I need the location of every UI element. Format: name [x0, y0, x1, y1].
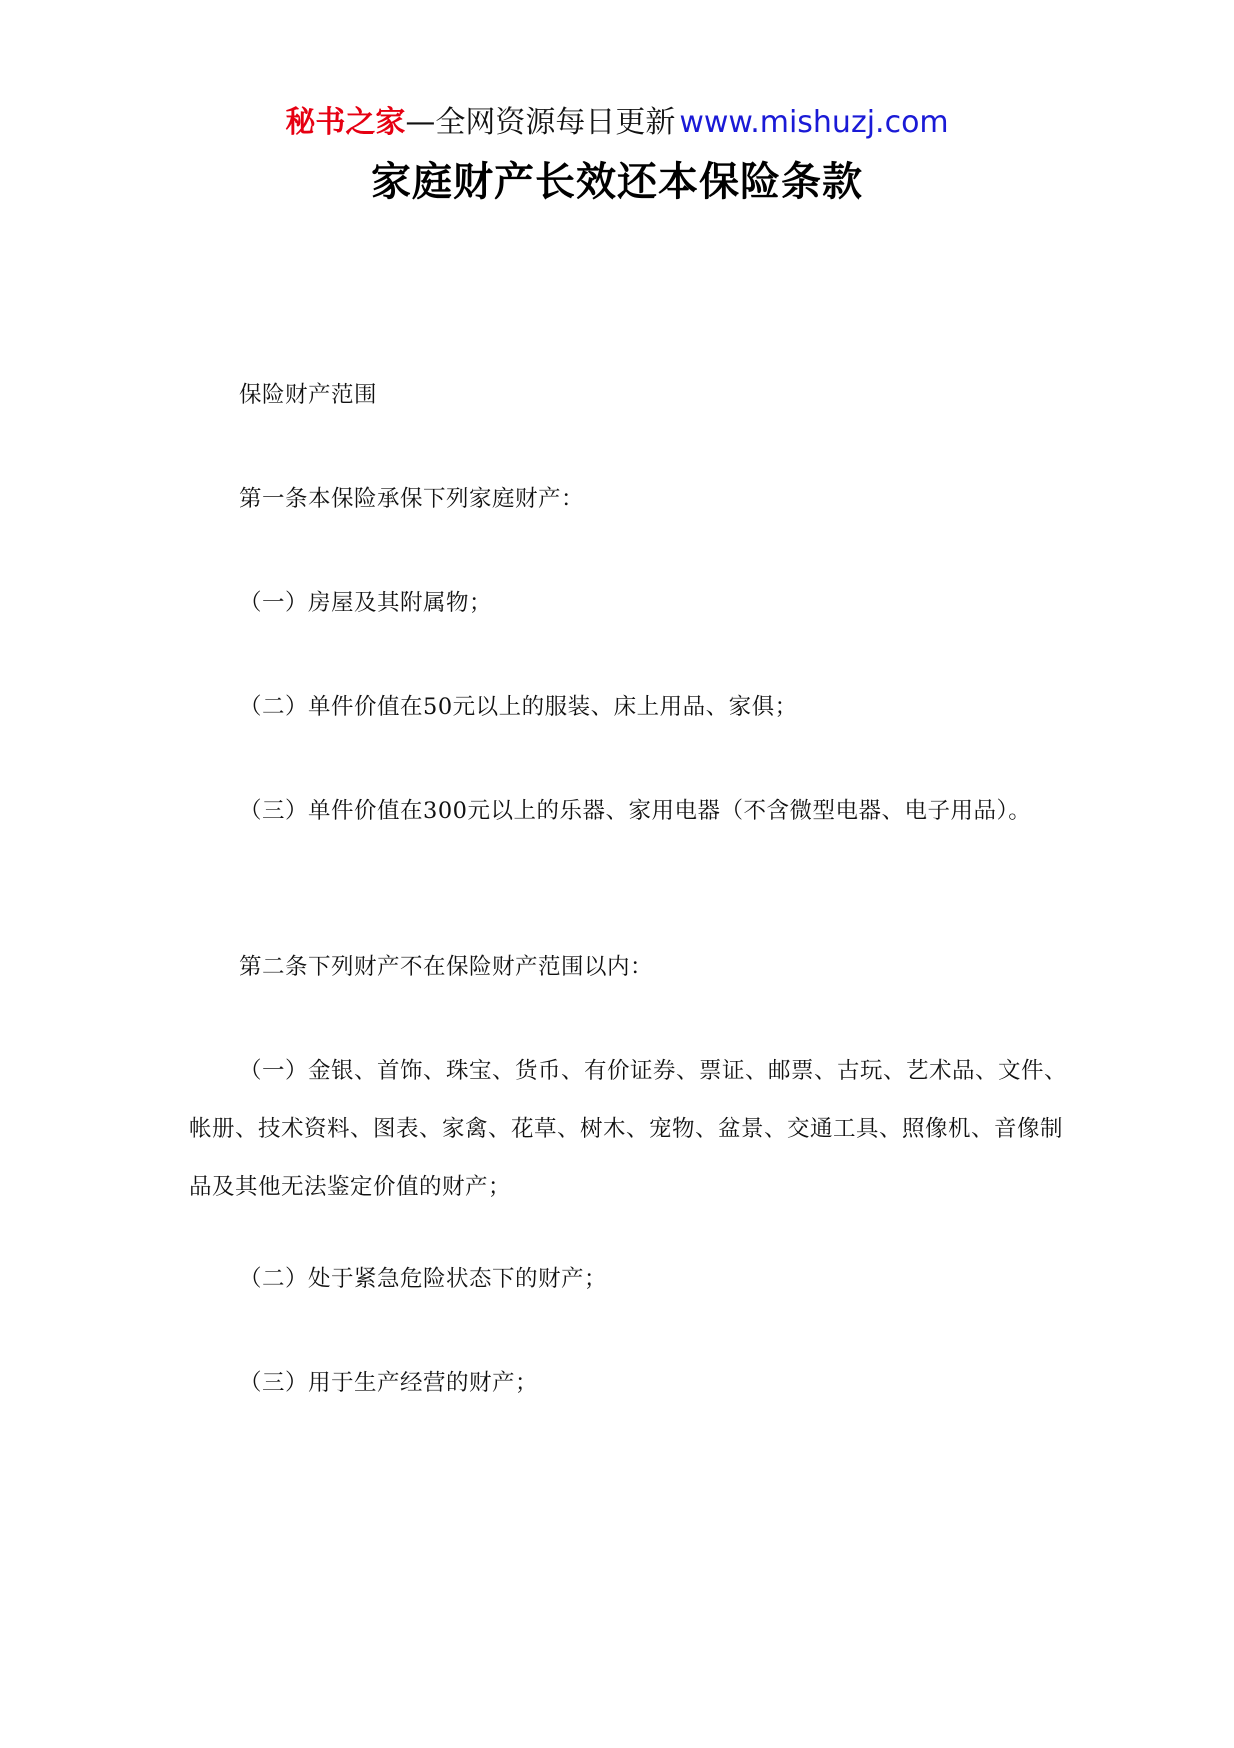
article-paragraph: （三）用于生产经营的财产；: [239, 1370, 539, 1396]
article-paragraph: （二）单件价值在50元以上的服装、床上用品、家俱；: [239, 694, 798, 720]
article-paragraph: 第二条下列财产不在保险财产范围以内：: [239, 954, 654, 980]
article-paragraph: （一）金银、首饰、珠宝、货币、有价证券、票证、邮票、古玩、艺术品、文件、帐册、技术资料、图表、家禽、花草、树木、宠物、盆景、交通工具、照像机、音像制品及其他无法鉴定价值的财产；: [189, 1058, 1068, 1200]
document-title: 家庭财产长效还本保险条款: [371, 159, 863, 205]
article-paragraph: （三）单件价值在300元以上的乐器、家用电器（不含微型电器、电子用品）。: [239, 798, 1032, 824]
article-paragraph: （一）房屋及其附属物；: [239, 590, 493, 616]
article-paragraph: （二）处于紧急危险状态下的财产；: [239, 1266, 608, 1292]
site-url-link[interactable]: www.mishuzj.com: [679, 105, 949, 140]
site-brand: 秘书之家: [285, 105, 406, 140]
site-header: [0, 103, 1234, 143]
article-paragraph: 第一条本保险承保下列家庭财产：: [239, 486, 585, 512]
site-tagline: —全网资源每日更新: [405, 105, 676, 140]
section-heading: 保险财产范围: [239, 382, 378, 408]
